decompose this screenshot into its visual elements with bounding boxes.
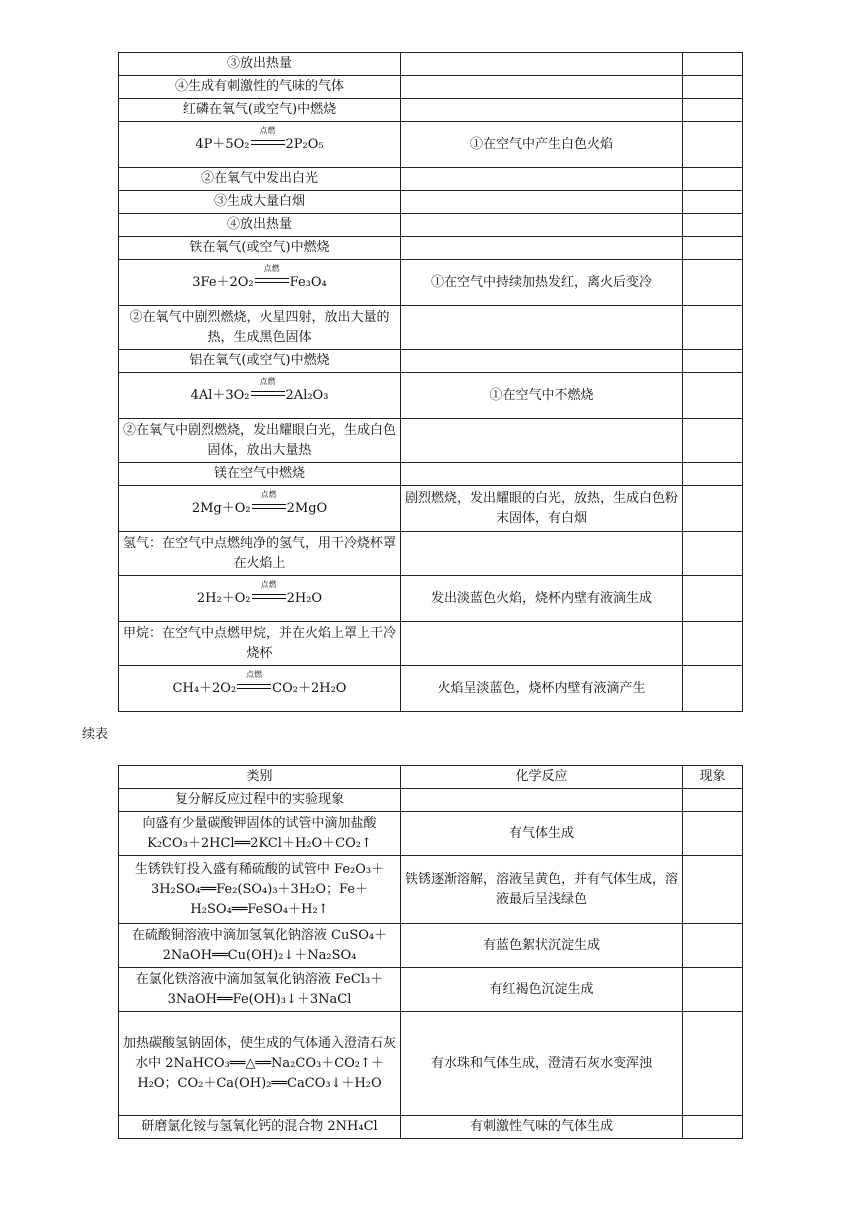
row-phenomenon-cell [683, 968, 743, 1012]
table-row [119, 622, 743, 666]
row-category-cell: 铝在氧气(或空气)中燃烧 [119, 350, 401, 373]
double-decomposition-table-body [119, 789, 743, 1139]
row-reaction-cell: 有蓝色絮状沉淀生成 [401, 924, 683, 968]
reaction-condition-label: 点燃 [259, 125, 276, 135]
row-reaction-cell: 剧烈燃烧，发出耀眼的白光，放热，生成白色粉末固体，有白烟 [401, 486, 683, 532]
row-reaction-cell [401, 306, 683, 350]
table-row [119, 1012, 743, 1116]
row-category-cell: 红磷在氧气(或空气)中燃烧 [119, 99, 401, 122]
reaction-condition-label: 点燃 [263, 263, 280, 273]
row-reaction-cell [401, 76, 683, 99]
table-row [119, 463, 743, 486]
double-decomposition-table [118, 765, 743, 1139]
header-phenomenon: 现象 [683, 766, 743, 789]
row-category-cell [119, 666, 401, 712]
row-phenomenon-cell [683, 76, 743, 99]
table-row [119, 812, 743, 856]
row-reaction-cell [401, 191, 683, 214]
row-category-cell: ②在氧气中发出白光 [119, 168, 401, 191]
row-reaction-cell: 有气体生成 [401, 812, 683, 856]
table-row [119, 99, 743, 122]
table-row [119, 214, 743, 237]
table-row [119, 76, 743, 99]
row-phenomenon-cell [683, 99, 743, 122]
row-reaction-cell [401, 463, 683, 486]
row-phenomenon-cell [683, 856, 743, 924]
row-reaction-cell [401, 168, 683, 191]
row-phenomenon-cell [683, 373, 743, 419]
table-row [119, 168, 743, 191]
reaction-condition-sign [251, 376, 285, 401]
row-category-cell: ④生成有刺激性的气味的气体 [119, 76, 401, 99]
row-reaction-cell [401, 53, 683, 76]
row-reaction-cell [401, 532, 683, 576]
row-reaction-cell: ①在空气中持续加热发红，离火后变冷 [401, 260, 683, 306]
row-phenomenon-cell [683, 924, 743, 968]
table-row [119, 666, 743, 712]
row-phenomenon-cell [683, 532, 743, 576]
row-category-cell: ②在氧气中剧烈燃烧，火星四射，放出大量的热，生成黑色固体 [119, 306, 401, 350]
row-reaction-cell [401, 622, 683, 666]
row-reaction-cell: 发出淡蓝色火焰，烧杯内壁有液滴生成 [401, 576, 683, 622]
table-row [119, 53, 743, 76]
row-phenomenon-cell [683, 122, 743, 168]
row-phenomenon-cell [683, 53, 743, 76]
equation-reactants: 2H₂＋O₂ [196, 590, 251, 606]
equation-products: CO₂＋2H₂O [272, 680, 347, 696]
equation-products: 2Al₂O₃ [285, 387, 329, 403]
row-category-cell: 研磨氯化铵与氢氧化钙的混合物 2NH₄Cl [119, 1116, 401, 1139]
equation-reactants: CH₄＋2O₂ [172, 680, 237, 696]
row-category-cell [119, 373, 401, 419]
table-row [119, 260, 743, 306]
table-row [119, 486, 743, 532]
row-reaction-cell [401, 214, 683, 237]
row-reaction-cell: 有刺激性气味的气体生成 [401, 1116, 683, 1139]
row-phenomenon-cell [683, 191, 743, 214]
row-phenomenon-cell [683, 168, 743, 191]
table-row [119, 122, 743, 168]
equation-products: Fe₃O₄ [289, 274, 327, 290]
row-category-cell: 甲烷：在空气中点燃甲烷，并在火焰上罩上干冷烧杯 [119, 622, 401, 666]
row-category-cell: ③放出热量 [119, 53, 401, 76]
row-category-cell: 铁在氧气(或空气)中燃烧 [119, 237, 401, 260]
table-row [119, 373, 743, 419]
reaction-condition-label: 点燃 [260, 579, 277, 589]
equation-reactants: 4Al＋3O₂ [190, 387, 250, 403]
row-reaction-cell [401, 419, 683, 463]
table-row [119, 191, 743, 214]
table-row [119, 924, 743, 968]
reaction-condition-sign [255, 263, 289, 288]
combustion-table-body [119, 53, 743, 712]
row-category-cell: ④放出热量 [119, 214, 401, 237]
header-category: 类别 [119, 766, 401, 789]
row-reaction-cell [401, 350, 683, 373]
table-row [119, 532, 743, 576]
reaction-condition-sign [237, 669, 271, 694]
reaction-condition-label: 点燃 [246, 669, 263, 679]
combustion-table [118, 52, 743, 712]
equation-reactants: 2Mg＋O₂ [191, 500, 251, 516]
table-row [119, 237, 743, 260]
row-phenomenon-cell [683, 237, 743, 260]
row-phenomenon-cell [683, 260, 743, 306]
row-reaction-cell: ①在空气中产生白色火焰 [401, 122, 683, 168]
row-phenomenon-cell [683, 486, 743, 532]
row-reaction-cell [401, 237, 683, 260]
row-reaction-cell [401, 789, 683, 812]
table-header-row [119, 766, 743, 789]
row-category-cell [119, 122, 401, 168]
row-category-cell: ②在氧气中剧烈燃烧，发出耀眼白光，生成白色固体，放出大量热 [119, 419, 401, 463]
table-row [119, 419, 743, 463]
reaction-condition-sign [252, 489, 286, 514]
row-phenomenon-cell [683, 789, 743, 812]
row-phenomenon-cell [683, 622, 743, 666]
reaction-condition-sign [251, 125, 285, 150]
row-category-cell: 氢气：在空气中点燃纯净的氢气，用干冷烧杯罩在火焰上 [119, 532, 401, 576]
row-reaction-cell: 火焰呈淡蓝色，烧杯内壁有液滴产生 [401, 666, 683, 712]
row-category-cell: 镁在空气中燃烧 [119, 463, 401, 486]
row-phenomenon-cell [683, 419, 743, 463]
row-phenomenon-cell [683, 1012, 743, 1116]
continued-label: 续表 [82, 727, 109, 742]
row-phenomenon-cell [683, 463, 743, 486]
table-row [119, 856, 743, 924]
row-phenomenon-cell [683, 214, 743, 237]
table-row [119, 1116, 743, 1139]
row-category-cell: 加热碳酸氢钠固体，使生成的气体通入澄清石灰水中 2NaHCO₃══△══Na₂CO₃＋CO₂↑＋H₂O；CO₂＋Ca(OH)₂══CaCO₃↓＋H₂O [119, 1012, 401, 1116]
reaction-condition-label: 点燃 [260, 489, 277, 499]
row-reaction-cell: ①在空气中不燃烧 [401, 373, 683, 419]
row-category-cell [119, 576, 401, 622]
equation-reactants: 3Fe＋2O₂ [192, 274, 254, 290]
row-reaction-cell [401, 99, 683, 122]
reaction-condition-label: 点燃 [259, 376, 276, 386]
table-row [119, 576, 743, 622]
row-reaction-cell: 有红褐色沉淀生成 [401, 968, 683, 1012]
row-category-cell: ③生成大量白烟 [119, 191, 401, 214]
table-row [119, 789, 743, 812]
table-row [119, 306, 743, 350]
row-phenomenon-cell [683, 306, 743, 350]
row-category-cell: 在硫酸铜溶液中滴加氢氧化钠溶液 CuSO₄＋2NaOH══Cu(OH)₂↓＋Na₂SO₄ [119, 924, 401, 968]
row-category-cell: 在氯化铁溶液中滴加氢氧化钠溶液 FeCl₃＋3NaOH══Fe(OH)₃↓＋3NaCl [119, 968, 401, 1012]
equation-products: 2P₂O₅ [285, 136, 324, 152]
row-reaction-cell: 有水珠和气体生成，澄清石灰水变浑浊 [401, 1012, 683, 1116]
row-phenomenon-cell [683, 666, 743, 712]
row-phenomenon-cell [683, 350, 743, 373]
equation-products: 2H₂O [286, 590, 323, 606]
row-category-cell: 向盛有少量碳酸钾固体的试管中滴加盐酸 K₂CO₃＋2HCl══2KCl＋H₂O＋CO₂↑ [119, 812, 401, 856]
row-category-cell: 生锈铁钉投入盛有稀硫酸的试管中 Fe₂O₃＋3H₂SO₄══Fe₂(SO₄)₃＋3H₂O；Fe＋H₂SO₄══FeSO₄＋H₂↑ [119, 856, 401, 924]
row-category-cell [119, 260, 401, 306]
reaction-condition-sign [252, 579, 286, 604]
row-phenomenon-cell [683, 576, 743, 622]
row-reaction-cell: 铁锈逐渐溶解，溶液呈黄色，并有气体生成，溶液最后呈浅绿色 [401, 856, 683, 924]
row-phenomenon-cell [683, 812, 743, 856]
header-reaction: 化学反应 [401, 766, 683, 789]
table-row [119, 350, 743, 373]
table-row [119, 968, 743, 1012]
row-category-cell [119, 486, 401, 532]
row-category-cell: 复分解反应过程中的实验现象 [119, 789, 401, 812]
row-phenomenon-cell [683, 1116, 743, 1139]
equation-products: 2MgO [286, 500, 328, 516]
equation-reactants: 4P＋5O₂ [195, 136, 250, 152]
